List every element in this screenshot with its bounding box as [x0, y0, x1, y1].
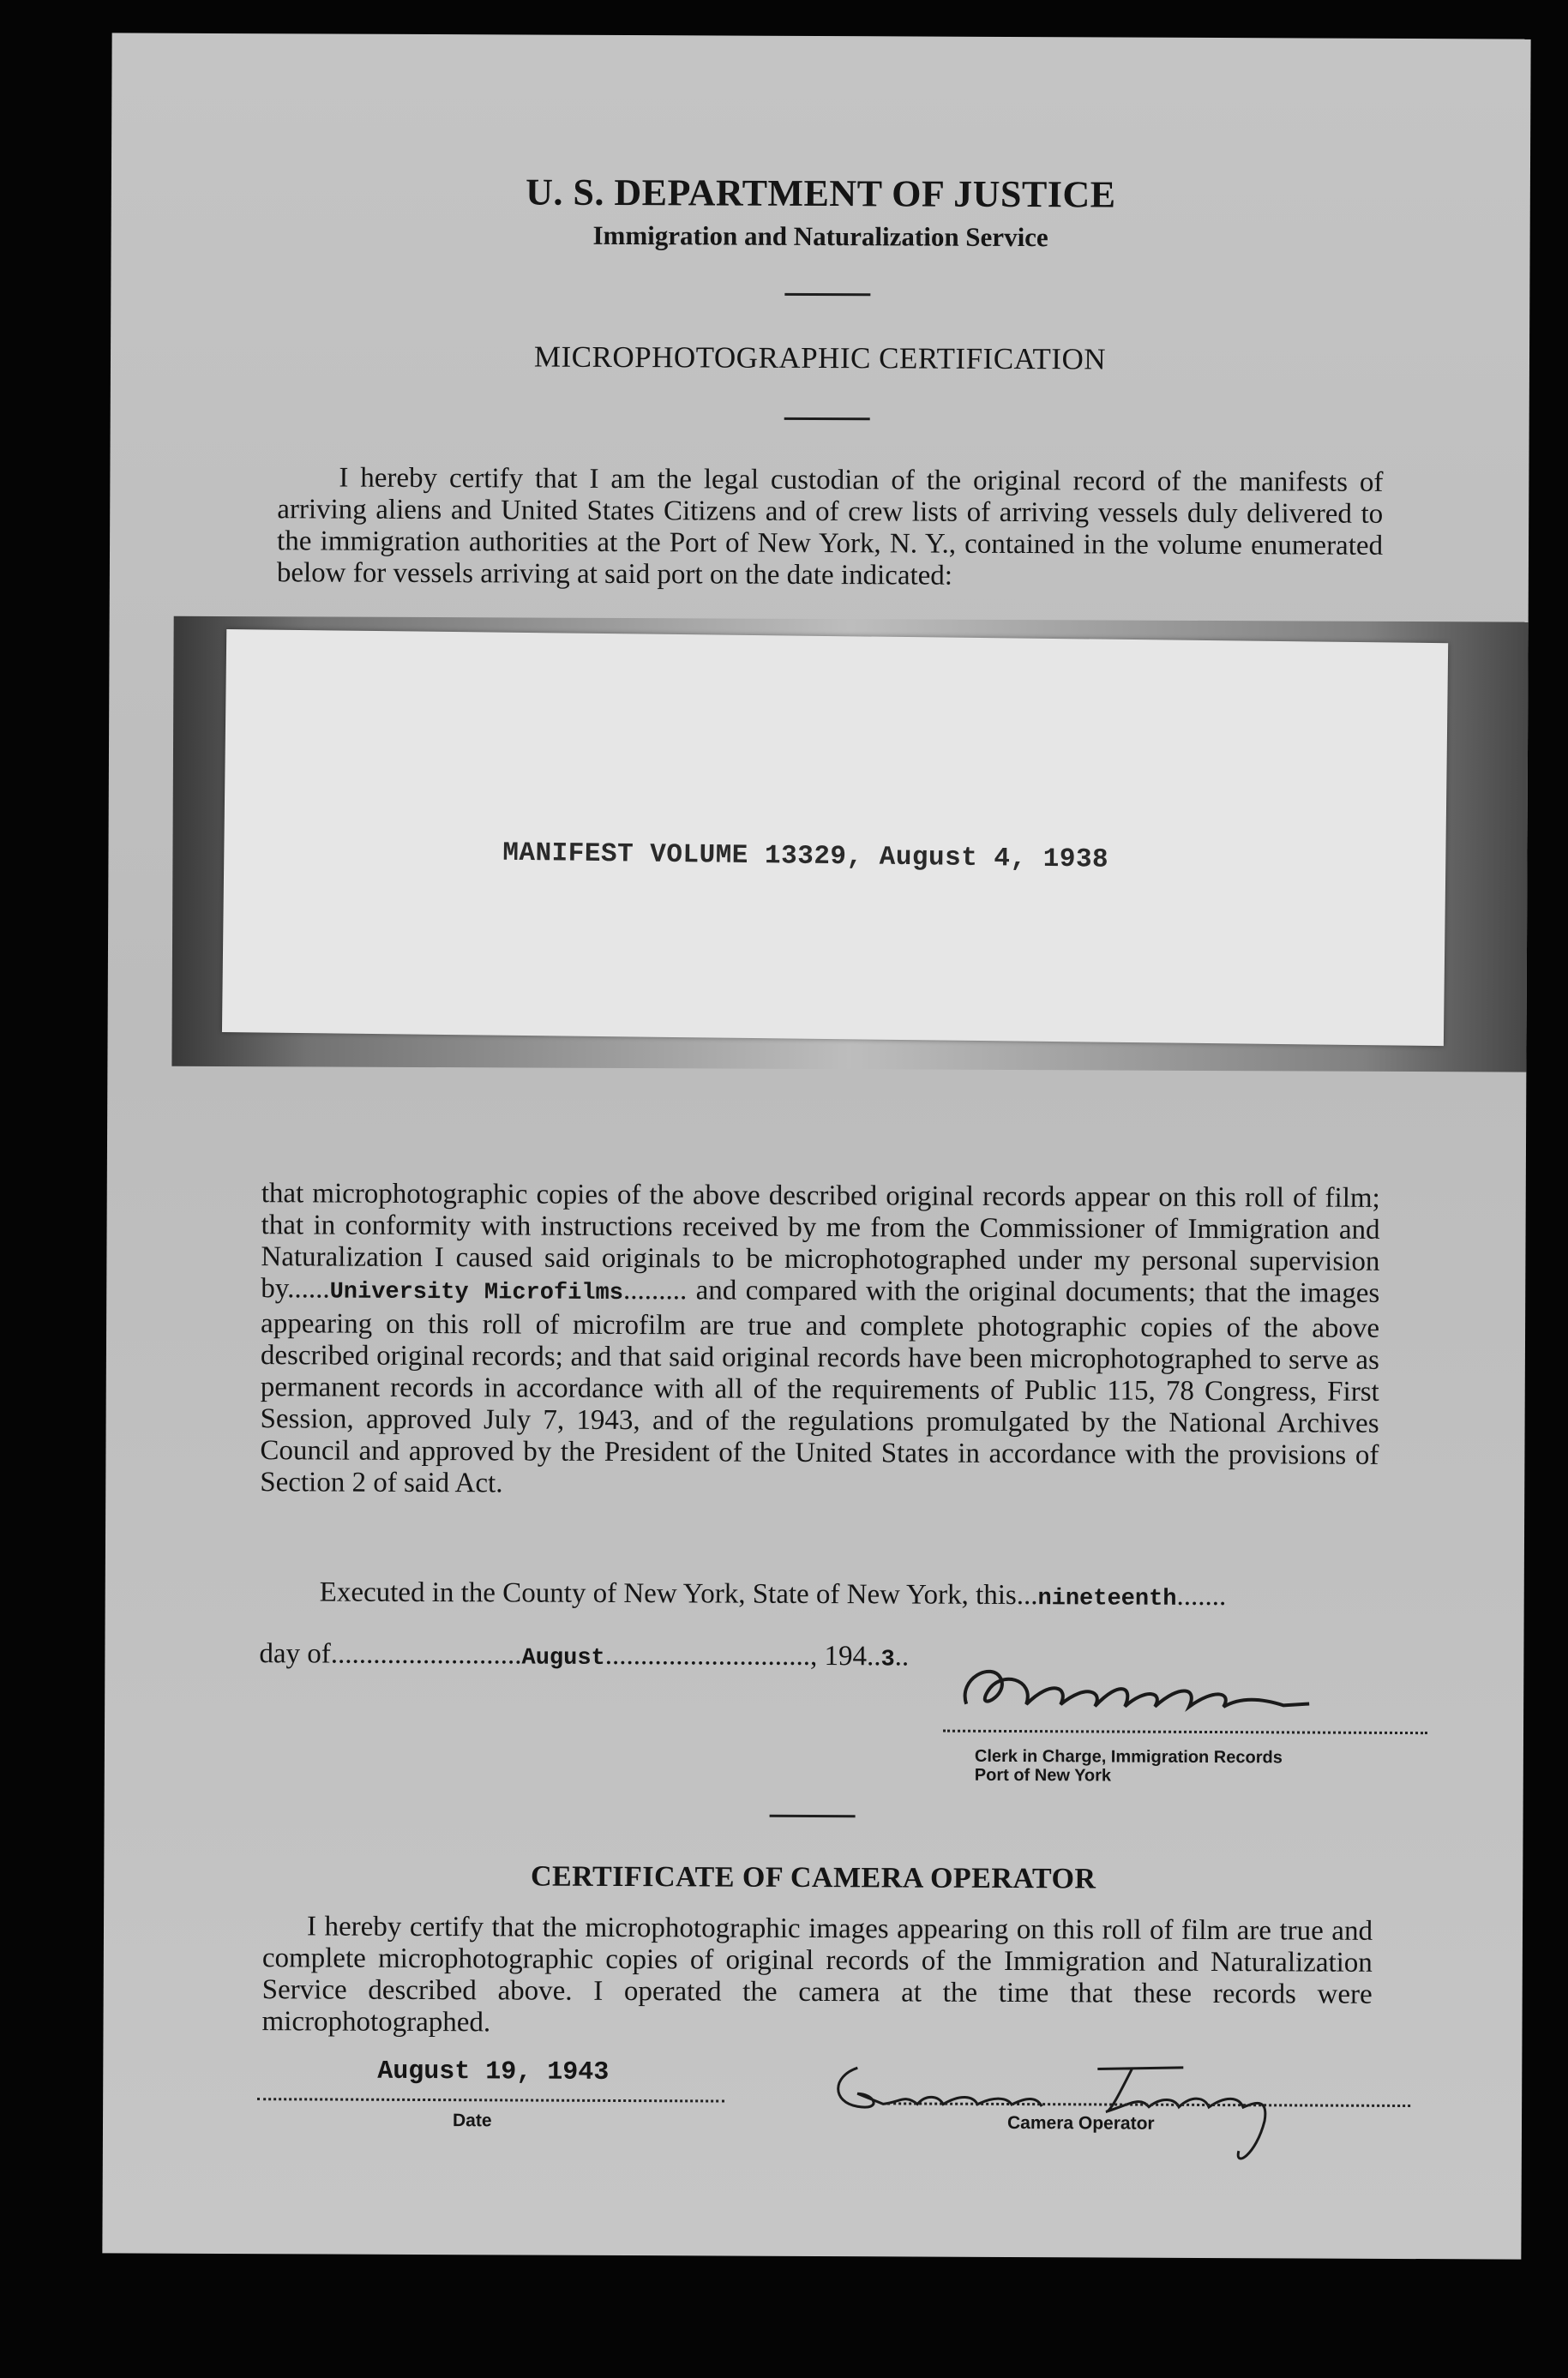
certification-paragraph-2 — [260, 1178, 1380, 1504]
month-value: August — [521, 1645, 605, 1672]
dotted-leader: .. — [894, 1641, 910, 1672]
executed-prefix: Executed in the County of New York, State of New York, this — [319, 1576, 1017, 1612]
dotted-leader: ...... — [287, 1273, 330, 1305]
day-of-line — [259, 1638, 909, 1672]
dotted-leader: ......... — [622, 1275, 688, 1306]
year-prefix: , 194 — [809, 1640, 868, 1672]
certificate-sheet — [102, 33, 1530, 2259]
manifest-card — [222, 629, 1448, 1046]
year-digit: 3 — [880, 1647, 895, 1673]
date-label: Date — [452, 2111, 492, 2131]
clerk-title — [975, 1747, 1283, 1787]
clerk-title-line-2: Port of New York — [974, 1765, 1112, 1786]
manifest-label: MANIFEST VOLUME 13329, August 4, 1938 — [502, 838, 1109, 875]
certification-paragraph-1: I hereby certify that I am the legal custodian of the original record of the manifests of arriving aliens and United States Citizens and of crew lists of arriving vessels duly delivered to the immigration authorities at the Port of New York, N. Y., contained in the volume enumerated below for vessels arriving at said port on the date indicated: — [276, 462, 1384, 591]
camera-operator-signature — [823, 2042, 1304, 2172]
camera-operator-paragraph: I hereby certify that the microphotographic images appearing on this roll of film are true and complete microphotographic copies of original records of the Immigration and Naturalization Service described above. I operated the camera at the time that these records were microphotographed. — [261, 1911, 1373, 2039]
supervisor-name: University Microfilms — [329, 1279, 624, 1307]
dotted-leader: ........................... — [330, 1638, 522, 1671]
certification-heading: MICROPHOTOGRAPHIC CERTIFICATION — [533, 339, 1107, 376]
divider — [770, 1815, 856, 1817]
camera-operator-heading: CERTIFICATE OF CAMERA OPERATOR — [530, 1860, 1096, 1895]
executed-line — [320, 1576, 1227, 1612]
camera-operator-label: Camera Operator — [1006, 2112, 1155, 2134]
paragraph-2-after: and compared with the original documents; that the images appearing on this roll of microfilm are true and complete photographic copies of the above described original records; and that said original records have been microphotographed to serve as permanent records in accordance with all of the requirements of Public 115, 78 Congress, First Session, approved July 7, 1943, and of the regulations promulgated by the National Archives Council and approved by the President of the United States in accordance with the provisions of Section 2 of said Act. — [260, 1275, 1380, 1499]
divider — [784, 293, 870, 296]
camera-date-value: August 19, 1943 — [377, 2057, 610, 2087]
dotted-leader: ............................. — [604, 1639, 811, 1672]
service-subtitle: Immigration and Naturalization Service — [592, 219, 1048, 253]
department-title: U. S. DEPARTMENT OF JUSTICE — [526, 171, 1116, 216]
divider — [784, 417, 870, 420]
executed-day: nineteenth — [1037, 1586, 1177, 1612]
date-line — [257, 2098, 724, 2102]
dotted-leader: ....... — [1176, 1580, 1227, 1612]
paragraph-2-before: that microphotographic copies of the above described original records appear on this roll of film; that in conformity with instructions received by me from the Commissioner of Immigration and Naturalization I caused said originals to be microphotographed under my personal supervision by — [261, 1178, 1380, 1305]
clerk-title-line-1: Clerk in Charge, Immigration Records — [974, 1746, 1283, 1768]
clerk-signature — [940, 1644, 1318, 1740]
dotted-leader: ... — [1016, 1580, 1038, 1612]
day-of-label: day of — [259, 1638, 331, 1670]
dotted-leader: .. — [866, 1641, 881, 1672]
